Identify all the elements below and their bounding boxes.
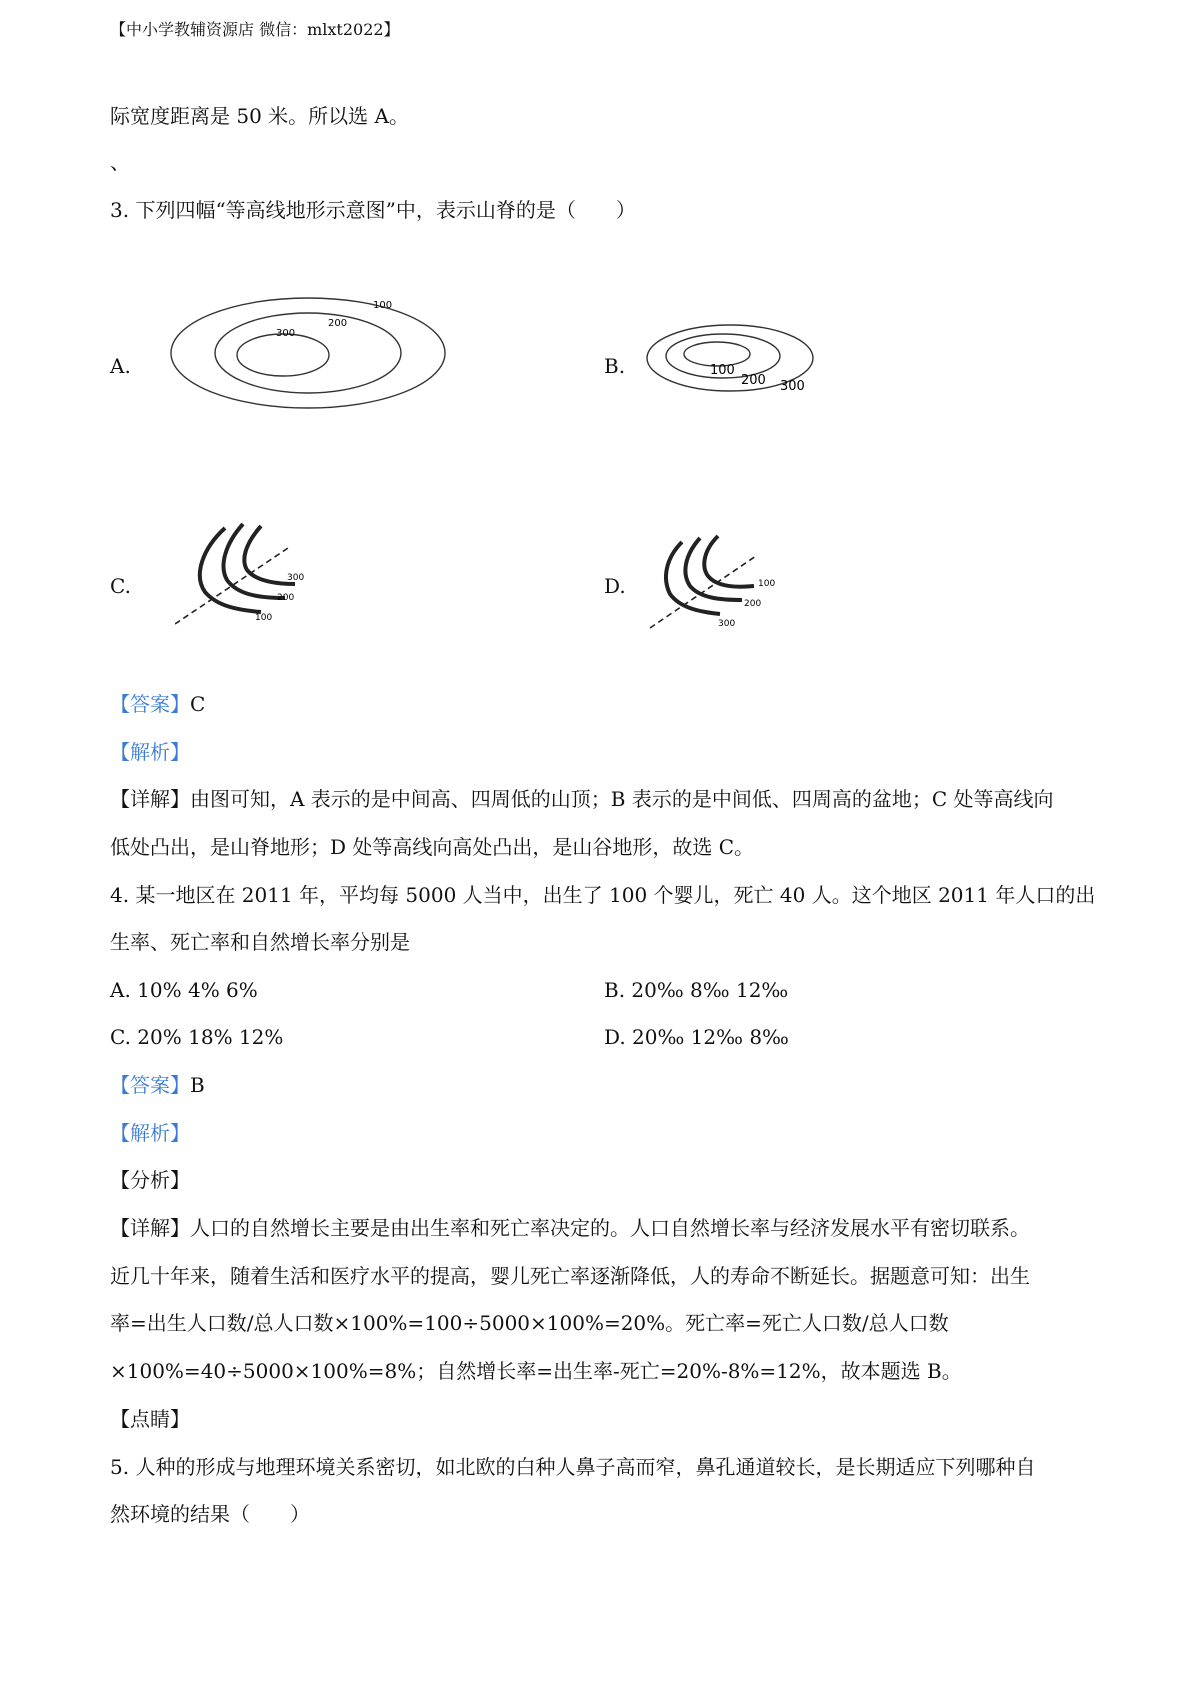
q4-detail-line-4: ×100%=40÷5000×100%=8%；自然增长率=出生率-死亡=20%-8%=12%，故本题选 B。 xyxy=(110,1359,962,1383)
q3-stem: 3. 下列四幅“等高线地形示意图”中，表示山脊的是（ ） xyxy=(110,198,636,222)
q4-detail-line-3: 率=出生人口数/总人口数×100%=100÷5000×100%=20%。死亡率=死亡人口数/总人口数 xyxy=(110,1311,949,1335)
q3-option-d-figure xyxy=(648,534,788,634)
page-header: 【中小学教辅资源店 微信：mlxt2022】 xyxy=(110,20,400,39)
contour-label: 200 xyxy=(744,599,762,609)
q4-detail-line-1: 【详解】人口的自然增长主要是由出生率和死亡率决定的。人口自然增长率与经济发展水平有密切联系。 xyxy=(110,1216,1030,1240)
contour-label: 300 xyxy=(287,573,305,583)
q4-detail-line-2: 近几十年来，随着生活和医疗水平的提高，婴儿死亡率逐渐降低，人的寿命不断延长。据题意可知：出生 xyxy=(110,1264,1030,1288)
intro-mark: 、 xyxy=(110,150,130,174)
contour-label: 100 xyxy=(373,300,393,311)
q4-dianjing-tag: 【点睛】 xyxy=(110,1407,190,1431)
contour-label: 200 xyxy=(277,593,295,603)
q4-option-a: A. 10% 4% 6% xyxy=(110,978,258,1002)
q5-stem-line-2: 然环境的结果（ ） xyxy=(110,1502,310,1526)
contour-label: 200 xyxy=(328,318,348,329)
q3-answer xyxy=(110,690,205,718)
q3-option-c-figure xyxy=(175,520,325,630)
q4-option-c: C. 20% 18% 12% xyxy=(110,1025,284,1049)
answer-tag: 【答案】 xyxy=(110,692,190,716)
contour-label: 100 xyxy=(710,363,735,378)
q4-stem-line-1: 4. 某一地区在 2011 年，平均每 5000 人当中，出生了 100 个婴儿，死亡 40 人。这个地区 2011 年人口的出 xyxy=(110,883,1096,907)
contour-label: 300 xyxy=(780,379,805,394)
q4-option-b: B. 20‰ 8‰ 12‰ xyxy=(604,978,789,1002)
answer-value: C xyxy=(190,692,206,716)
contour-label: 100 xyxy=(758,579,776,589)
q4-option-d: D. 20‰ 12‰ 8‰ xyxy=(604,1025,789,1049)
q3-option-a-label: A. xyxy=(110,354,131,378)
q3-detail-line-1: 【详解】由图可知，A 表示的是中间高、四周低的山顶；B 表示的是中间低、四周高的盆地；C 处等高线向 xyxy=(110,787,1054,811)
q3-option-b-label: B. xyxy=(604,354,626,378)
q4-analysis-tag: 【解析】 xyxy=(110,1121,190,1145)
contour-label: 300 xyxy=(276,328,296,339)
q3-option-d-label: D. xyxy=(604,574,626,598)
contour-label: 200 xyxy=(741,373,766,388)
q3-detail-line-2: 低处凸出，是山脊地形；D 处等高线向高处凸出，是山谷地形，故选 C。 xyxy=(110,835,755,859)
answer-tag: 【答案】 xyxy=(110,1073,190,1097)
q4-answer xyxy=(110,1071,205,1099)
q3-option-c-label: C. xyxy=(110,574,131,598)
contour-label: 100 xyxy=(255,613,273,623)
contour-label: 300 xyxy=(718,619,736,629)
intro-text: 际宽度距离是 50 米。所以选 A。 xyxy=(110,104,409,128)
q5-stem-line-1: 5. 人种的形成与地理环境关系密切，如北欧的白种人鼻子高而窄，鼻孔通道较长，是长期适应下列哪种自 xyxy=(110,1455,1036,1479)
q3-option-b-figure xyxy=(645,320,830,400)
q4-fenxi-tag: 【分析】 xyxy=(110,1168,190,1192)
q4-stem-line-2: 生率、死亡率和自然增长率分别是 xyxy=(110,930,410,954)
q3-option-a-figure xyxy=(165,260,455,410)
q3-analysis-tag: 【解析】 xyxy=(110,740,190,764)
answer-value: B xyxy=(190,1073,205,1097)
